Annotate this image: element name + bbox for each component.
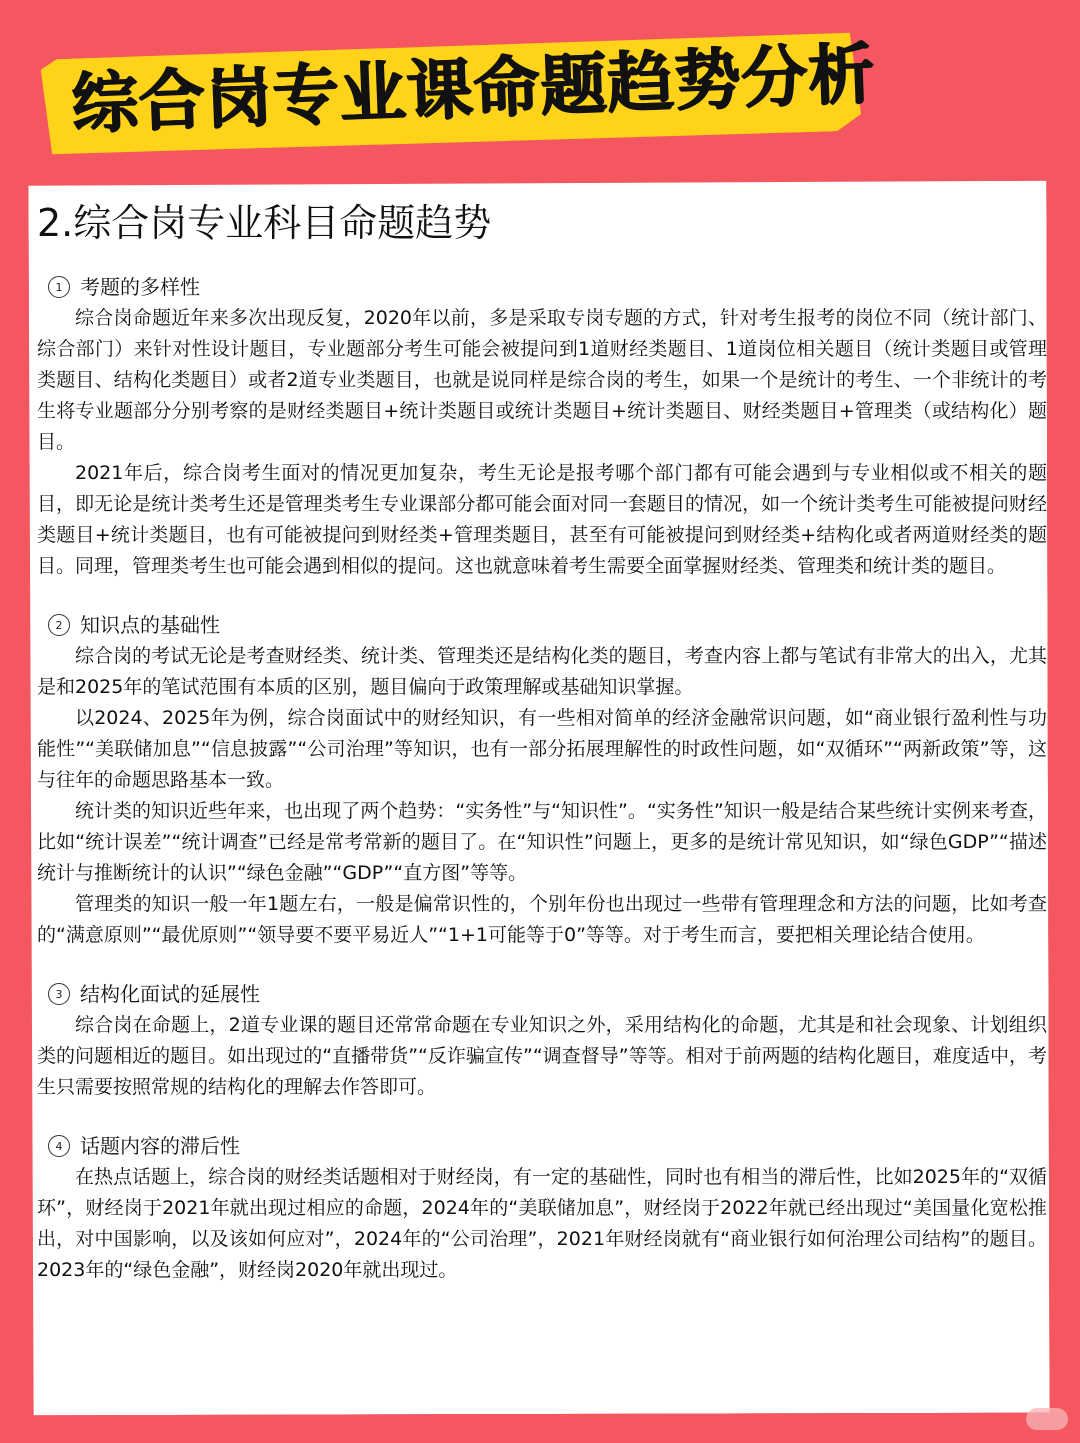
section-title: 2.综合岗专业科目命题趋势: [37, 201, 492, 245]
section-heading: 话题内容的滞后性: [80, 1134, 240, 1158]
paragraph: 在热点话题上，综合岗的财经类话题相对于财经岗，有一定的基础性，同时也有相当的滞后性，比如2025年的“双循环”，财经岗于2021年就出现过相应的命题，2024年的“美联储加息”，财经岗于2022年就已经出现过“美国量化宽松推出，对中国影响，以及该如何应对”，2024年的“公司治理”，2021年财经岗就有“商业银行如何治理公司结构”的题目。2023年的“绿色金融”，财经岗2020年就出现过。: [37, 1166, 1047, 1281]
trend-section-basics: [37, 610, 1047, 951]
section-heading: 结构化面试的延展性: [80, 982, 260, 1006]
paragraph: 综合岗命题近年来多次出现反复，2020年以前，多是采取专岗专题的方式，针对考生报考的岗位不同（统计部门、综合部门）来针对性设计题目，专业题部分考生可能会被提问到1道财经类题目、1道岗位相关题目（统计类题目或管理类题目、结构化类题目）或者2道专业类题目，也就是说同样是综合岗的考生，如果一个是统计的考生、一个非统计的考生将专业题部分分别考察的是财经类题目+统计类题目或统计类题目+统计类题目、财经类题目+管理类（或结构化）题目。: [37, 307, 1047, 453]
paragraph: 以2024、2025年为例，综合岗面试中的财经知识，有一些相对简单的经济金融常识问题，如“商业银行盈利性与功能性”“美联储加息”“信息披露”“公司治理”等知识，也有一部分拓展理解性的时政性问题，如“双循环”“两新政策”等，这与往年的命题思路基本一致。: [37, 707, 1047, 791]
document-content: [37, 198, 1047, 1314]
section-heading-row: [48, 979, 1047, 1009]
section-heading-row: [48, 610, 1047, 640]
paragraph: 综合岗在命题上，2道专业课的题目还常常命题在专业知识之外，采用结构化的命题，尤其是和社会现象、计划组织类的问题相近的题目。如出现过的“直播带货”“反诈骗宣传”“调查督导”等等。相对于前两题的结构化题目，难度适中，考生只需要按照常规的结构化的理解去作答即可。: [37, 1014, 1047, 1098]
section-heading-row: [48, 1131, 1047, 1161]
number-circle-icon: 1: [48, 276, 70, 298]
trend-section-lag: [37, 1131, 1047, 1286]
number-circle-icon: 2: [48, 614, 70, 636]
watermark-logo: [1026, 1408, 1068, 1430]
trend-section-diversity: [37, 272, 1047, 582]
trend-section-structured-interview: [37, 979, 1047, 1103]
paragraph: 2021年后，综合岗考生面对的情况更加复杂，考生无论是报考哪个部门都有可能会遇到与专业相似或不相关的题目，即无论是统计类考生还是管理类考生专业课部分都可能会面对同一套题目的情况，如一个统计类考生可能被提问财经类题目+统计类题目，也有可能被提问到财经类+管理类题目，甚至有可能被提问到财经类+结构化或者两道财经类的题目。同理，管理类考生也可能会遇到相似的提问。这也就意味着考生需要全面掌握财经类、管理类和统计类的题目。: [37, 462, 1047, 577]
number-circle-icon: 4: [48, 1135, 70, 1157]
paragraph: 管理类的知识一般一年1题左右，一般是偏常识性的，个别年份也出现过一些带有管理理念和方法的问题，比如考查的“满意原则”“最优原则”“领导要不要平易近人”“1+1可能等于0”等等。对于考生而言，要把相关理论结合使用。: [37, 893, 1047, 946]
paragraph: 综合岗的考试无论是考查财经类、统计类、管理类还是结构化类的题目，考查内容上都与笔试有非常大的出入，尤其是和2025年的笔试范围有本质的区别，题目偏向于政策理解或基础知识掌握。: [37, 645, 1047, 698]
banner-title: 综合岗专业课命题趋势分析: [70, 35, 877, 143]
section-heading: 考题的多样性: [80, 275, 200, 299]
number-circle-icon: 3: [48, 983, 70, 1005]
paragraph: 统计类的知识近些年来，也出现了两个趋势：“实务性”与“知识性”。“实务性”知识一般是结合某些统计实例来考查，比如“统计误差”“统计调查”已经是常考常新的题目了。在“知识性”问题上，更多的是统计常见知识，如“绿色GDP”“描述统计与推断统计的认识”“绿色金融”“GDP”“直方图”等等。: [37, 800, 1047, 884]
section-heading: 知识点的基础性: [80, 613, 220, 637]
section-heading-row: [48, 272, 1047, 302]
